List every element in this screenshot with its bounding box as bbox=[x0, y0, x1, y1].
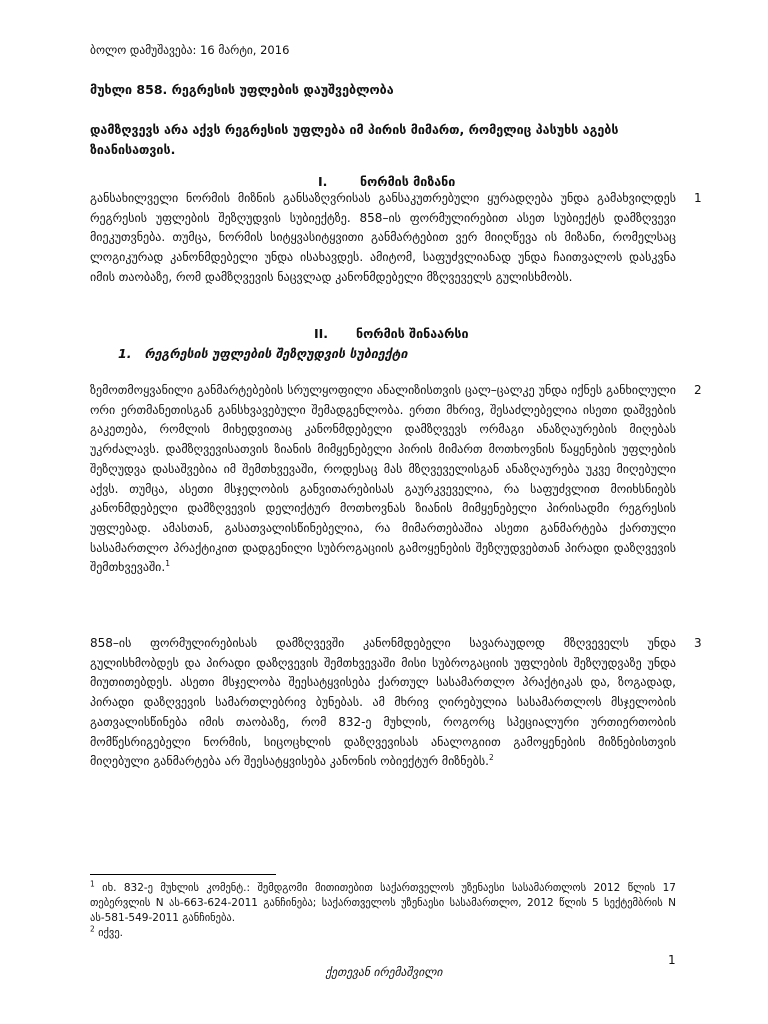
subsection-heading bbox=[118, 346, 408, 361]
footnote-2-text: იქვე. bbox=[94, 927, 123, 939]
footer-author: ქეთევან ირემაშვილი bbox=[325, 965, 443, 979]
footnote-1 bbox=[90, 881, 676, 926]
section-1-numeral: I. bbox=[318, 174, 328, 189]
margin-number-1: 1 bbox=[694, 191, 702, 205]
section-1-title: ნორმის მიზანი bbox=[360, 174, 456, 189]
paragraph-3 bbox=[90, 634, 676, 772]
article-rule-text: დამზღვევს არა აქვს რეგრესის უფლება იმ პირის მიმართ, რომელიც პასუხს აგებს ზიანისათვის. bbox=[90, 122, 619, 157]
footnote-1-number: 1 bbox=[90, 879, 95, 889]
section-2-heading bbox=[314, 326, 469, 341]
paragraph-2 bbox=[90, 381, 676, 578]
footnote-separator bbox=[90, 874, 276, 875]
paragraph-3-text: 858–ის ფორმულირებისას დამზღვევში კანონმდებელი სავარაუდოდ მზღვეველს უნდა გულისხმობდეს და პირადი დაზღვევის შემთხვევაში მისი სუბროგაციის უფლების შეზღუდვაზე უნდა მიუთითებდეს. ასეთი მსჯელობა შეესატყვისება ქართულ სასამართლო პრაქტიკას და, ზოგადად, პირადი დაზღვევის სამართლებრივ ბუნებას. ამ მხრივ ღირებულია სასამართლოს მსჯელობის გათვალისწინება იმის თაობაზე, რომ 832-ე მუხლის, როგორც სპეციალური ურთიერთობის მომწესრიგებელი ნორმის, სიცოცხლის დაზღვევისას ანალოგიით გამოყენების მიზნებისთვის მიღებული განმარტება არ შეესატყვისება კანონის ობიექტურ მიზნებს. bbox=[90, 636, 676, 769]
footnotes bbox=[90, 881, 676, 941]
subsection-number: 1. bbox=[118, 346, 132, 361]
footnote-1-text: იხ. 832-ე მუხლის კომენტ.: შემდგომი მითითებით საქართველოს უზენაესი სასამართლოს 2012 წლის 17 თებერვლის N ას-663-624-2011 განჩინება; საქართველოს უზენაესი სასამართლო, 2012 წლის 5 სექტემბრის N ას-581-549-2011 განჩინება. bbox=[90, 882, 676, 924]
section-2-numeral: II. bbox=[314, 326, 329, 341]
margin-number-2: 2 bbox=[694, 383, 702, 397]
footnote-ref-2[interactable]: 2 bbox=[488, 753, 494, 763]
paragraph-1: განსახილველი ნორმის მიზნის განსაზღვრისას განსაკუთრებული ყურადღება უნდა გამახვილდეს რეგრესის უფლების შეზღუდვის სუბიექტზე. 858–ის ფორმულირებით ასეთ სუბიექტს დამზღვევი მიეკუთვნება. თუმცა, ნორმის სიტყვასიტყვითი განმარტებით ვერ მიიღწევა ის მიზანი, რომელსაც ლოგიკურად კანონმდებელი უნდა ისახავდეს. ამიტომ, საფუძვლიანად უნდა ჩაითვალოს დასკვნა იმის თაობაზე, რომ დამზღვევის ნაცვლად კანონმდებელი მზღვეველს გულისხმობს. bbox=[90, 191, 676, 284]
section-2-title: ნორმის შინაარსი bbox=[356, 326, 469, 341]
article-title: მუხლი 858. რეგრესის უფლების დაუშვებლობა bbox=[90, 82, 394, 97]
section-1-heading bbox=[318, 174, 455, 189]
paragraph-2-text: ზემოთმოყვანილი განმარტებების სრულყოფილი ანალიზისთვის ცალ–ცალკე უნდა იქნეს განხილული ორი ერთმანეთისგან განსხვავებული შემადგენლობა. ერთი მხრივ, შესაძლებელია ისეთი დაშვების გაკეთება, რომლის მიხედვითაც კანონმდებელი დამზღვევს ორმაგი ანაზღაურების მიღებას უკრძალავს. დამზღვევისათვის ზიანის მიმყენებელი პირის მიმართ მოთხოვნის წაყენების უფლების შეზღუდვა დასაშვებია იმ შემთხვევაში, როდესაც მას მზღვეველისგან ანაზღაურება უკვე მიღებული აქვს. თუმცა, ასეთი მსჯელობის განვითარებისას გაურკვეველია, რა საფუძვლით მოიხსნიებს კანონმდებელი დამზღვევის დელიქტურ მოთხოვნას ზიანის მიმყენებელი პირისადმი რეგრესის უფლებად. ამასთან, გასათვალისწინებელია, რა მიმართებაშია ასეთი განმარტება ქართული სასამართლო პრაქტიკით დადგენილი სუბროგაციის გამოყენების შეზღუდვებთან პირადი დაზღვევის შემთხვევაში. bbox=[90, 383, 676, 575]
page-number: 1 bbox=[668, 953, 676, 967]
footnote-2-number: 2 bbox=[90, 924, 95, 934]
margin-number-3: 3 bbox=[694, 636, 702, 650]
last-edit-date: ბოლო დამუშავება: 16 მარტი, 2016 bbox=[90, 43, 290, 57]
footnote-2 bbox=[90, 926, 676, 941]
footnote-ref-1[interactable]: 1 bbox=[165, 559, 170, 569]
subsection-title: რეგრესის უფლების შეზღუდვის სუბიექტი bbox=[144, 346, 408, 361]
